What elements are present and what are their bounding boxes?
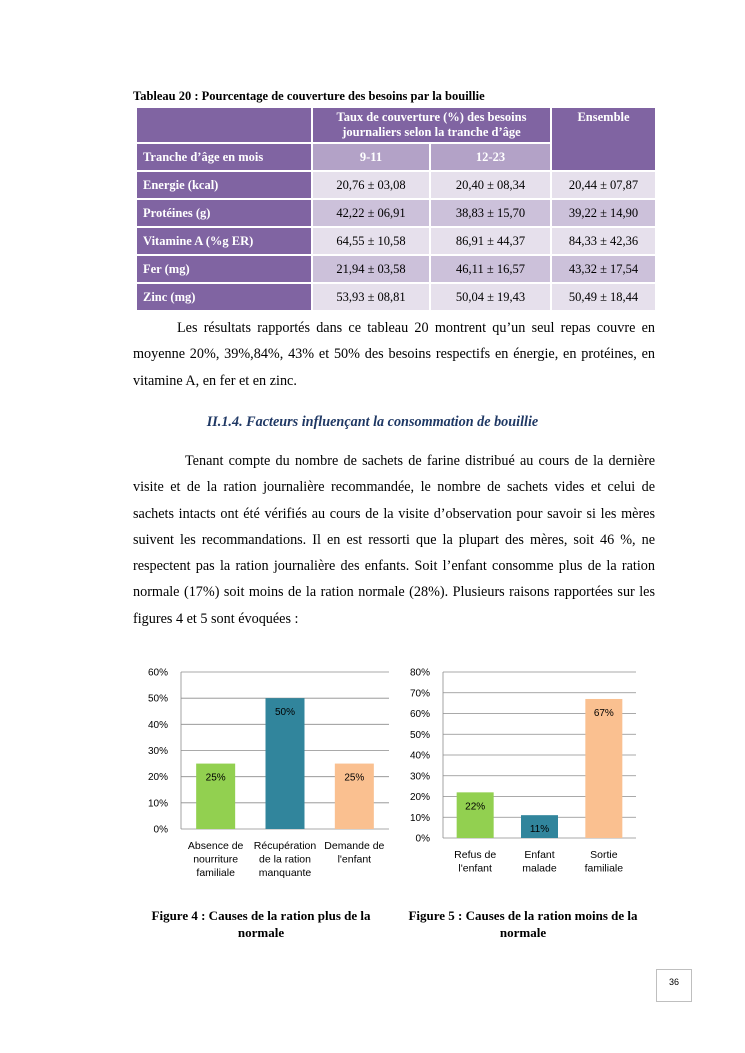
- table-cell: 64,55 ± 10,58: [312, 227, 430, 255]
- page-number: 36: [668, 977, 679, 987]
- y-tick-label: 60%: [147, 667, 168, 679]
- row-label: Energie (kcal): [136, 171, 312, 199]
- data-label: 25%: [205, 772, 226, 784]
- y-tick-label: 60%: [409, 709, 430, 720]
- x-tick-label: Récupération de la ration manquante: [253, 840, 317, 879]
- table-cell: 53,93 ± 08,81: [312, 283, 430, 311]
- y-tick-label: 10%: [147, 798, 168, 810]
- table-row: [136, 227, 656, 255]
- table-cell: 50,49 ± 18,44: [551, 283, 656, 311]
- row-header-cell: Tranche d’âge en mois: [136, 143, 312, 171]
- table-cell: 84,33 ± 42,36: [551, 227, 656, 255]
- x-tick-label: Enfant malade: [522, 849, 557, 875]
- table-cell: 46,11 ± 16,57: [430, 255, 551, 283]
- bar: [457, 792, 494, 838]
- y-tick-label: 40%: [409, 750, 430, 762]
- table-row: [136, 255, 656, 283]
- table-cell: 21,94 ± 03,58: [312, 255, 430, 283]
- table-cell: 50,04 ± 19,43: [430, 283, 551, 311]
- bar: [585, 699, 622, 838]
- figure-5-chart: [398, 660, 648, 890]
- x-tick-label: Refus de l'enfant: [454, 849, 497, 875]
- y-tick-label: 10%: [409, 812, 430, 824]
- y-tick-label: 80%: [409, 667, 430, 679]
- table-cell: 42,22 ± 06,91: [312, 199, 430, 227]
- group-header-cell: Taux de couverture (%) des besoins journaliers selon la tranche d’âge: [312, 107, 551, 143]
- table-cell: 39,22 ± 14,90: [551, 199, 656, 227]
- y-tick-label: 50%: [147, 693, 168, 705]
- row-label: Fer (mg): [136, 255, 312, 283]
- table-cell: 20,40 ± 08,34: [430, 171, 551, 199]
- table-row: [136, 283, 656, 311]
- table-cell: 43,32 ± 17,54: [551, 255, 656, 283]
- page-number-box: [656, 969, 692, 1002]
- y-tick-label: 20%: [409, 792, 430, 803]
- y-tick-label: 0%: [415, 833, 430, 845]
- y-tick-label: 0%: [153, 824, 168, 836]
- table-cell: 86,91 ± 44,37: [430, 227, 551, 255]
- x-tick-label: Absence de nourriture familiale: [187, 840, 244, 879]
- age-group-cell: 9-11: [312, 143, 430, 171]
- age-group-cell: 12-23: [430, 143, 551, 171]
- y-tick-label: 50%: [409, 729, 430, 741]
- row-label: Vitamine A (%g ER): [136, 227, 312, 255]
- table-row: [136, 199, 656, 227]
- factors-paragraph: Tenant compte du nombre de sachets de farine distribué au cours de la dernière visite et de la ration journalière recommandée, le nombre de sachets vides et celui de sachets intacts ont été vérifiés au cours de la visite d’observation pour savoir si les mères suivent les recommandations. Il en est ressorti que la plupart des mères, soit 46 %, ne respectent pas la ration journalière des enfants. Soit l’enfant consomme plus de la ration normale (17%) soit moins de la ration normale (28%). Plusieurs raisons rapportées sur les figures 4 et 5 sont évoquées :: [133, 453, 655, 627]
- x-tick-label: Demande de l'enfant: [324, 840, 385, 866]
- table-corner-cell: [136, 107, 312, 143]
- table-caption: Tableau 20 : Pourcentage de couverture des besoins par la bouillie: [133, 89, 485, 103]
- table-header-row: [136, 107, 656, 143]
- figure-5-caption: Figure 5 : Causes de la ration moins de la normale: [408, 908, 638, 940]
- table-row: [136, 171, 656, 199]
- y-tick-label: 30%: [409, 771, 430, 783]
- y-tick-label: 30%: [147, 746, 168, 757]
- table-cell: 20,76 ± 03,08: [312, 171, 430, 199]
- data-label: 50%: [274, 707, 296, 719]
- coverage-table: [135, 106, 657, 312]
- ensemble-header-cell: Ensemble: [551, 107, 656, 171]
- row-label: Zinc (mg): [136, 283, 312, 311]
- table-cell: 38,83 ± 15,70: [430, 199, 551, 227]
- row-label: Protéines (g): [136, 199, 312, 227]
- figure-4-caption: Figure 4 : Causes de la ration plus de la normale: [151, 908, 371, 940]
- data-label: 11%: [529, 824, 550, 836]
- y-tick-label: 40%: [147, 719, 168, 731]
- data-label: 67%: [593, 707, 614, 719]
- data-label: 25%: [344, 772, 365, 784]
- table-cell: 20,44 ± 07,87: [551, 171, 656, 199]
- y-tick-label: 20%: [147, 772, 168, 784]
- data-label: 22%: [465, 801, 486, 813]
- section-heading: II.1.4. Facteurs influençant la consommation de bouillie: [206, 414, 539, 430]
- results-paragraph: Les résultats rapportés dans ce tableau 20 montrent qu’un seul repas couvre en moyenne 20%, 39%,84%, 43% et 50% des besoins respectifs en énergie, en protéines, en vitamine A, en fer et en zinc.: [133, 320, 655, 389]
- y-tick-label: 70%: [409, 688, 430, 700]
- x-tick-label: Sortie familiale: [584, 849, 624, 875]
- figure-4-chart: [130, 660, 400, 890]
